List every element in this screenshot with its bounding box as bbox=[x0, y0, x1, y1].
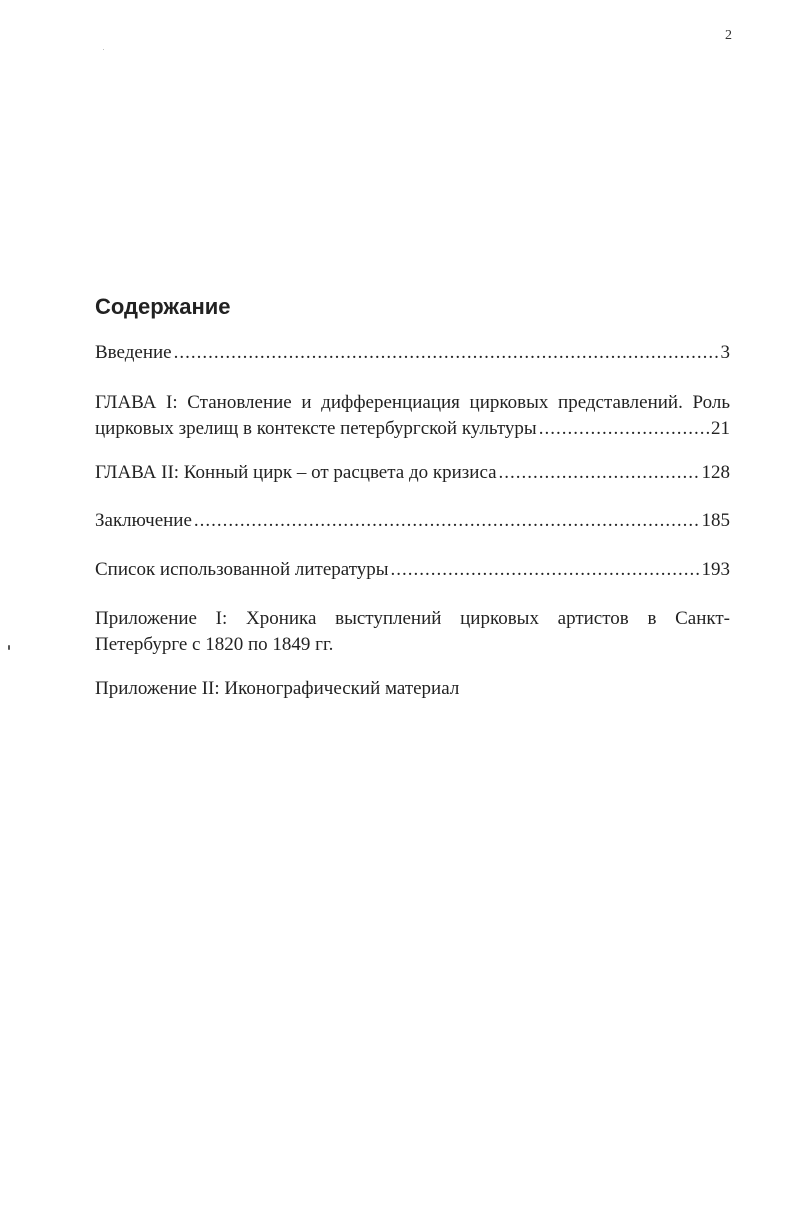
toc-entry-appendix-2[interactable] bbox=[95, 676, 730, 702]
toc-entry-page: 3 bbox=[720, 342, 730, 363]
scan-speck bbox=[103, 49, 104, 50]
dot-leader bbox=[499, 460, 700, 486]
toc-entry-appendix-1[interactable] bbox=[95, 606, 730, 658]
toc-entry-title: Заключение bbox=[95, 510, 192, 531]
page-number: 2 bbox=[725, 28, 732, 43]
toc-entry-title: Введение bbox=[95, 342, 172, 363]
dot-leader bbox=[391, 557, 700, 583]
dot-leader bbox=[174, 340, 719, 366]
toc-entry-title: Список использованной литературы bbox=[95, 559, 389, 580]
dot-leader bbox=[194, 508, 700, 534]
toc-entry-conclusion[interactable] bbox=[95, 508, 730, 534]
toc-entry-page: 185 bbox=[701, 510, 730, 531]
scan-speck bbox=[8, 645, 10, 650]
toc-entry-title-line-2: Петербурге с 1820 по 1849 гг. bbox=[95, 634, 334, 655]
toc-entry-title-line-2: цирковых зрелищ в контексте петербургской культуры bbox=[95, 418, 537, 439]
toc-entry-title-line-1: ГЛАВА I: Становление и дифференциация цирковых представлений. Роль bbox=[95, 392, 730, 413]
toc-entry-chapter-1[interactable] bbox=[95, 390, 730, 442]
toc-entry-bibliography[interactable] bbox=[95, 557, 730, 583]
toc-entry-page: 128 bbox=[701, 462, 730, 483]
page-title: Содержание bbox=[95, 294, 231, 319]
toc-entry-title: Приложение II: Иконографический материал bbox=[95, 678, 460, 699]
toc-entry-page: 193 bbox=[701, 559, 730, 580]
toc-entry-chapter-2[interactable] bbox=[95, 460, 730, 486]
toc-entry-title-line-1: Приложение I: Хроника выступлений цирковых артистов в Санкт- bbox=[95, 608, 730, 629]
dot-leader bbox=[539, 416, 709, 442]
toc-entry-introduction[interactable] bbox=[95, 340, 730, 366]
toc-entry-page: 21 bbox=[711, 418, 730, 439]
toc-entry-title: ГЛАВА II: Конный цирк – от расцвета до кризиса bbox=[95, 462, 497, 483]
